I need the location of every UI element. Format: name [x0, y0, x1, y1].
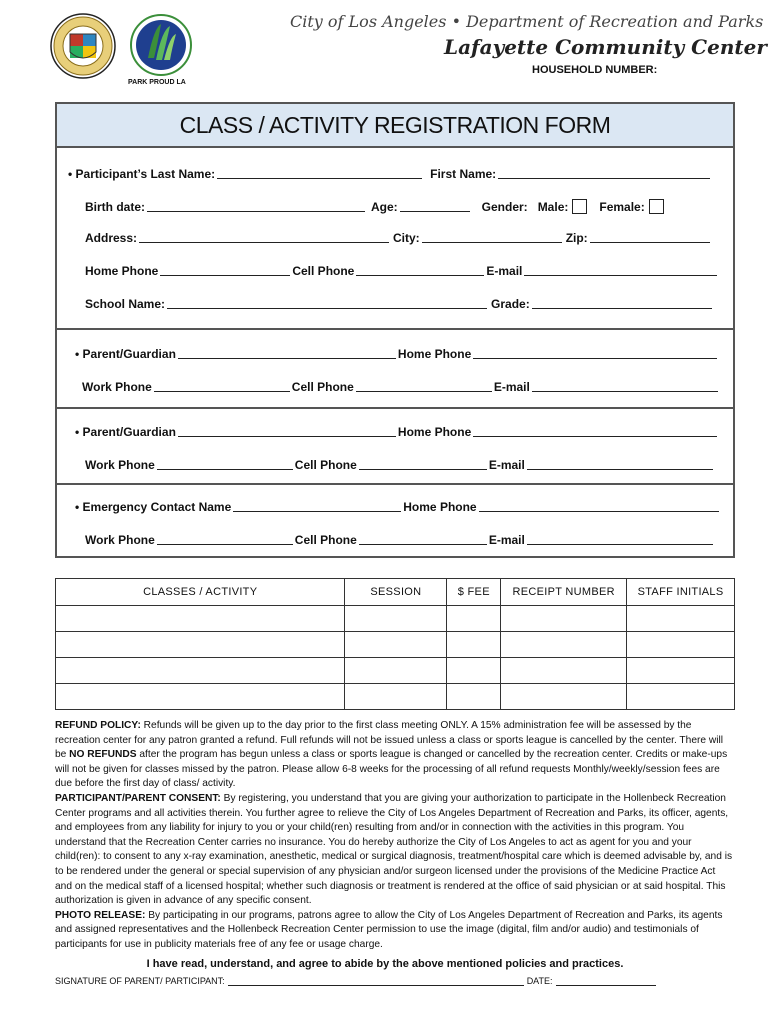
table-cell[interactable]: [447, 684, 501, 710]
consent-label: PARTICIPANT/PARENT CONSENT:: [55, 792, 221, 804]
guardian2-label: • Parent/Guardian: [75, 425, 176, 439]
guardian1-name-field[interactable]: [178, 347, 396, 359]
guardian2-email-label: E-mail: [488, 458, 525, 472]
table-cell[interactable]: [501, 606, 627, 632]
no-refunds-label: NO REFUNDS: [69, 749, 137, 761]
logo-caption: PARK PROUD LA: [128, 79, 186, 86]
grade-label: Grade:: [491, 297, 530, 311]
signature-label: SIGNATURE OF PARENT/ PARTICIPANT:: [55, 976, 225, 986]
address-label: Address:: [85, 231, 138, 245]
guardian1-cell-phone-label: Cell Phone: [291, 380, 354, 394]
emergency-cell-phone-field[interactable]: [359, 533, 487, 545]
col-classes-activity: CLASSES / ACTIVITY: [56, 579, 345, 606]
table-cell[interactable]: [56, 658, 345, 684]
address-row: [85, 231, 712, 245]
photo-release-text: By participating in our programs, patrons agree to allow the City of Los Angeles Department of Recreation and Parks, its agents and assigned representatives and the Hollenbeck Recreation Center permission to use the image (digital, film and/or audio) and testimonials of participants for use in publicity materials free of any fee or usage charge.: [55, 909, 723, 950]
form-title: CLASS / ACTIVITY REGISTRATION FORM: [57, 104, 733, 148]
signature-row: [55, 976, 659, 986]
cell-phone-field[interactable]: [356, 264, 484, 276]
refund-policy-text-1: Refunds will be given up to the day prior to the first class meeting ONLY. A 15% administration fee will be assessed by the recreation center for any patron granted a refund. Full refunds will not be issued unless a class or sports league is cancelled by the center. There will be: [55, 720, 724, 761]
household-number-label: HOUSEHOLD NUMBER:: [532, 64, 658, 76]
col-receipt-number: RECEIPT NUMBER: [501, 579, 627, 606]
last-name-field[interactable]: [217, 167, 422, 179]
date-field[interactable]: [556, 976, 656, 986]
photo-release-label: PHOTO RELEASE:: [55, 909, 146, 921]
guardian1-label: • Parent/Guardian: [75, 347, 176, 361]
guardian2-work-phone-label: Work Phone: [85, 458, 155, 472]
department-heading: City of Los Angeles • Department of Recreation and Parks: [290, 12, 764, 31]
emergency-home-phone-field[interactable]: [479, 500, 719, 512]
col-session: SESSION: [345, 579, 447, 606]
table-cell[interactable]: [627, 684, 735, 710]
emergency-contact-row: [85, 533, 715, 547]
birth-date-field[interactable]: [147, 200, 365, 212]
emergency-home-phone-label: Home Phone: [403, 500, 477, 514]
last-name-label: • Participant’s Last Name:: [68, 167, 216, 181]
classes-table: [55, 578, 735, 710]
guardian2-contact-row: [85, 458, 715, 472]
emergency-contact-label: • Emergency Contact Name: [75, 500, 232, 514]
zip-label: Zip:: [565, 231, 588, 245]
female-label: Female:: [599, 200, 645, 214]
section-divider: [57, 483, 733, 485]
female-checkbox[interactable]: [649, 199, 664, 214]
guardian1-work-phone-label: Work Phone: [82, 380, 152, 394]
table-cell[interactable]: [345, 606, 447, 632]
guardian1-home-phone-label: Home Phone: [397, 347, 472, 361]
guardian2-cell-phone-label: Cell Phone: [294, 458, 357, 472]
emergency-email-field[interactable]: [527, 533, 713, 545]
table-cell[interactable]: [627, 658, 735, 684]
table-row: [56, 632, 735, 658]
guardian2-cell-phone-field[interactable]: [359, 458, 487, 470]
guardian1-cell-phone-field[interactable]: [356, 380, 492, 392]
policy-text: [55, 719, 735, 953]
city-field[interactable]: [422, 231, 562, 243]
male-checkbox[interactable]: [572, 199, 587, 214]
home-phone-label: Home Phone: [85, 264, 159, 278]
guardian1-contact-row: [82, 380, 720, 394]
guardian1-home-phone-field[interactable]: [473, 347, 717, 359]
section-divider: [57, 328, 733, 330]
guardian1-row: [75, 347, 719, 361]
cell-phone-label: Cell Phone: [292, 264, 355, 278]
table-row: [56, 606, 735, 632]
table-cell[interactable]: [56, 606, 345, 632]
email-label: E-mail: [486, 264, 523, 278]
center-name: Lafayette Community Center: [444, 35, 767, 59]
address-field[interactable]: [139, 231, 389, 243]
participant-name-row: [68, 167, 712, 181]
guardian2-home-phone-label: Home Phone: [397, 425, 472, 439]
agreement-statement: I have read, understand, and agree to abide by the above mentioned policies and practices.: [146, 958, 624, 970]
guardian2-name-field[interactable]: [178, 425, 396, 437]
table-cell[interactable]: [501, 632, 627, 658]
email-field[interactable]: [524, 264, 717, 276]
table-row: [56, 658, 735, 684]
guardian2-home-phone-field[interactable]: [473, 425, 717, 437]
consent-text: By registering, you understand that you are giving your authorization to participate in the Hollenbeck Recreation Center programs and all activities therein. You further agree to relieve the City of Los Angeles Department of Recreation and Parks, its officer, agents, and employees from any liability for injury to you or your child(ren) resulting from and/or in connection with the activities in this program. You understand that the Recreation Center carries no insurance. You do hereby authorize the City of Los Angeles to act as agent for you and your child(ren): to consent to any x-ray examination, anesthetic, medical or surgical diagnosis, treatment/hospital care which is deemed advisable by, and is to be rendered under the general or special supervision of any physician and/or surgeon licensed under the provisions of the Medicine Practice Act and on the medical staff of a licensed hospital; whether such diagnosis or treatment is rendered at the office of said physician or at said hospital. This authorization is given in advance of any specific consent.: [55, 792, 733, 907]
table-header-row: [56, 579, 735, 606]
table-cell[interactable]: [56, 684, 345, 710]
grade-field[interactable]: [532, 297, 712, 309]
table-cell[interactable]: [501, 658, 627, 684]
gender-label: Gender:: [481, 200, 528, 214]
guardian2-email-field[interactable]: [527, 458, 713, 470]
table-cell[interactable]: [627, 606, 735, 632]
zip-field[interactable]: [590, 231, 710, 243]
col-fee: $ FEE: [447, 579, 501, 606]
school-name-label: School Name:: [85, 297, 166, 311]
section-divider: [57, 407, 733, 409]
first-name-field[interactable]: [498, 167, 710, 179]
guardian2-row: [75, 425, 719, 439]
school-name-field[interactable]: [167, 297, 487, 309]
refund-policy-text-2: after the program has begun unless a class or sports league is changed or cancelled by the recreation center. Credits or make-ups will not be given for classes missed by the patron. Please allow 6-8 weeks for the processing of all refund requests Monthly/weekly/session fees are due before the first day of class/ activity.: [55, 749, 728, 790]
table-cell[interactable]: [447, 658, 501, 684]
male-label: Male:: [537, 200, 569, 214]
table-cell[interactable]: [447, 632, 501, 658]
table-cell[interactable]: [447, 606, 501, 632]
table-cell[interactable]: [345, 658, 447, 684]
table-cell[interactable]: [56, 632, 345, 658]
guardian1-email-field[interactable]: [532, 380, 718, 392]
emergency-cell-phone-label: Cell Phone: [294, 533, 357, 547]
school-row: [85, 297, 714, 311]
emergency-work-phone-label: Work Phone: [85, 533, 155, 547]
table-cell[interactable]: [501, 684, 627, 710]
birth-row: [85, 199, 664, 214]
participant-phone-row: [85, 264, 719, 278]
emergency-work-phone-field[interactable]: [157, 533, 293, 545]
age-label: Age:: [371, 200, 398, 214]
home-phone-field[interactable]: [160, 264, 290, 276]
emergency-row: [75, 500, 721, 514]
table-cell[interactable]: [345, 684, 447, 710]
age-field[interactable]: [400, 200, 470, 212]
table-cell[interactable]: [345, 632, 447, 658]
city-label: City:: [393, 231, 420, 245]
guardian1-work-phone-field[interactable]: [154, 380, 290, 392]
guardian1-email-label: E-mail: [493, 380, 530, 394]
date-label: DATE:: [526, 976, 553, 986]
table-row: [56, 684, 735, 710]
signature-field[interactable]: [228, 976, 524, 986]
emergency-email-label: E-mail: [488, 533, 525, 547]
first-name-label: First Name:: [430, 167, 497, 181]
table-cell[interactable]: [627, 632, 735, 658]
city-seal-logo: [50, 12, 116, 80]
emergency-contact-field[interactable]: [233, 500, 401, 512]
birth-date-label: Birth date:: [85, 200, 145, 214]
park-proud-la-logo: [130, 14, 192, 78]
col-staff-initials: STAFF INITIALS: [627, 579, 735, 606]
refund-policy-label: REFUND POLICY:: [55, 720, 141, 731]
guardian2-work-phone-field[interactable]: [157, 458, 293, 470]
